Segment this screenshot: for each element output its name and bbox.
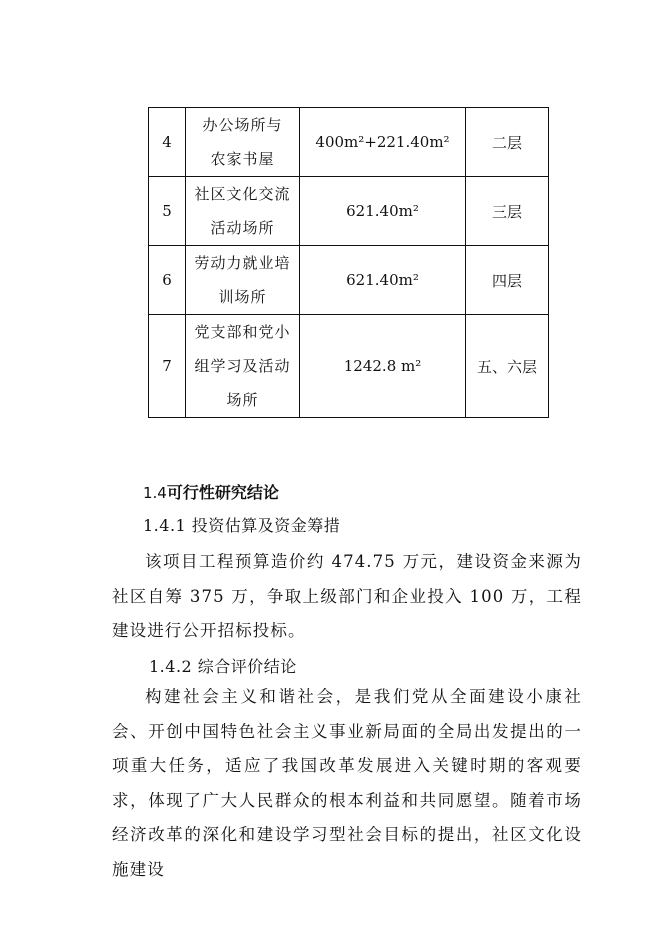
table-row xyxy=(149,108,549,177)
investment-paragraph: 该项目工程预算造价约 474.75 万元，建设资金来源为社区自筹 375 万，争取上级部门和企业投入 100 万，工程建设进行公开招标投标。 xyxy=(112,552,582,640)
facility-area: 1242.8 m² xyxy=(300,315,466,418)
row-number: 4 xyxy=(149,108,186,177)
facility-area: 621.40m² xyxy=(300,177,466,246)
table-row xyxy=(149,315,549,418)
facility-name xyxy=(186,108,300,177)
section-number: 1.4 xyxy=(143,484,167,502)
facility-name xyxy=(186,177,300,246)
facility-name-line: 劳动力就业培 xyxy=(194,254,291,272)
facility-name xyxy=(186,315,300,418)
row-number: 7 xyxy=(149,315,186,418)
facility-name-line: 活动场所 xyxy=(210,219,275,237)
floor-area-table xyxy=(148,107,549,418)
facility-floor: 三层 xyxy=(466,177,549,246)
subsection-heading-1-4-2: 1.4.2 综合评价结论 xyxy=(149,657,297,676)
row-number: 6 xyxy=(149,246,186,315)
facility-name-line: 组学习及活动 xyxy=(194,357,291,375)
facility-area: 621.40m² xyxy=(300,246,466,315)
section-heading-1-4 xyxy=(143,482,279,504)
facility-name xyxy=(186,246,300,315)
evaluation-paragraph: 构建社会主义和谐社会，是我们党从全面建设小康社会、开创中国特色社会主义事业新局面的全局出发提出的一项重大任务，适应了我国改革发展进入关键时期的客观要求，体现了广大人民群众的根本利益和共同愿望。随着市场经济改革的深化和建设学习型社会目标的提出，社区文化设施建设 xyxy=(112,687,582,879)
facility-name-line: 办公场所与 xyxy=(202,116,283,134)
section-title: 可行性研究结论 xyxy=(166,483,279,502)
subsection-heading-1-4-1: 1.4.1 投资估算及资金筹措 xyxy=(143,516,341,535)
facility-name-line: 农家书屋 xyxy=(210,150,275,168)
facility-name-line: 场所 xyxy=(226,391,259,409)
row-number: 5 xyxy=(149,177,186,246)
facility-name-line: 社区文化交流 xyxy=(194,185,291,203)
facility-area: 400m²+221.40m² xyxy=(300,108,466,177)
facility-name-line: 训场所 xyxy=(218,288,267,306)
table-row xyxy=(149,177,549,246)
facility-name-line: 党支部和党小 xyxy=(194,323,291,341)
facility-floor: 二层 xyxy=(466,108,549,177)
table-row xyxy=(149,246,549,315)
facility-floor: 五、六层 xyxy=(466,315,549,418)
facility-floor: 四层 xyxy=(466,246,549,315)
